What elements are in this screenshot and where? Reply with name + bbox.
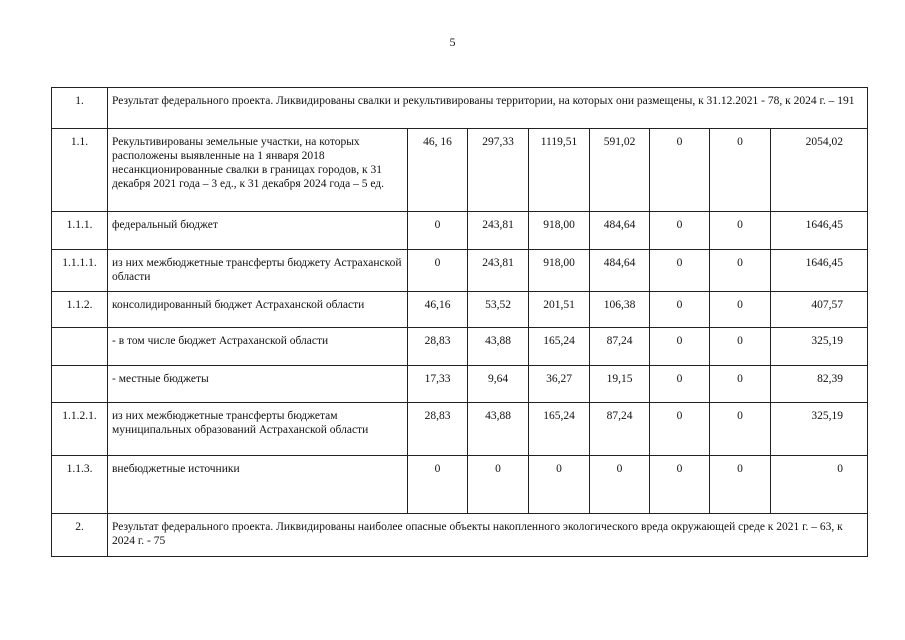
row-code: 1.1.2.1. [52, 403, 108, 456]
row-description: федеральный бюджет [108, 212, 408, 250]
row-description: консолидированный бюджет Астраханской области [108, 292, 408, 328]
section-title: Результат федерального проекта. Ликвидированы свалки и рекультивированы территории, на которых они размещены, к 31.12.2021 - 78, к 2024 г. – 191 [108, 88, 868, 129]
table-row [52, 250, 868, 292]
value-cell: 591,02 [590, 129, 650, 212]
row-code [52, 366, 108, 403]
value-cell: 106,38 [590, 292, 650, 328]
total-cell: 82,39 [771, 366, 868, 403]
value-cell: 87,24 [590, 328, 650, 366]
value-cell: 201,51 [529, 292, 590, 328]
value-cell: 0 [590, 456, 650, 514]
value-cell: 46, 16 [408, 129, 468, 212]
value-cell: 484,64 [590, 212, 650, 250]
total-cell: 0 [771, 456, 868, 514]
table-row [52, 366, 868, 403]
row-description: из них межбюджетные трансферты бюджету Астраханской области [108, 250, 408, 292]
value-cell: 918,00 [529, 212, 590, 250]
value-cell: 0 [529, 456, 590, 514]
value-cell: 0 [650, 250, 710, 292]
value-cell: 43,88 [468, 403, 529, 456]
row-code [52, 328, 108, 366]
total-cell: 325,19 [771, 328, 868, 366]
value-cell: 0 [650, 403, 710, 456]
value-cell: 0 [710, 456, 771, 514]
value-cell: 87,24 [590, 403, 650, 456]
value-cell: 0 [650, 212, 710, 250]
value-cell: 297,33 [468, 129, 529, 212]
row-description: из них межбюджетные трансферты бюджетам муниципальных образований Астраханской области [108, 403, 408, 456]
row-code: 1.1.1. [52, 212, 108, 250]
table-row [52, 212, 868, 250]
row-code: 1. [52, 88, 108, 129]
total-cell: 1646,45 [771, 250, 868, 292]
value-cell: 243,81 [468, 250, 529, 292]
value-cell: 0 [408, 250, 468, 292]
value-cell: 0 [710, 328, 771, 366]
value-cell: 53,52 [468, 292, 529, 328]
value-cell: 0 [408, 456, 468, 514]
value-cell: 28,83 [408, 328, 468, 366]
total-cell: 407,57 [771, 292, 868, 328]
value-cell: 36,27 [529, 366, 590, 403]
value-cell: 165,24 [529, 403, 590, 456]
value-cell: 0 [650, 366, 710, 403]
section-row [52, 88, 868, 129]
value-cell: 9,64 [468, 366, 529, 403]
row-code: 1.1.1.1. [52, 250, 108, 292]
value-cell: 0 [650, 328, 710, 366]
table-row [52, 456, 868, 514]
total-cell: 2054,02 [771, 129, 868, 212]
value-cell: 0 [710, 250, 771, 292]
budget-table [51, 87, 868, 557]
value-cell: 0 [650, 456, 710, 514]
value-cell: 17,33 [408, 366, 468, 403]
table-row [52, 129, 868, 212]
value-cell: 1119,51 [529, 129, 590, 212]
row-code: 2. [52, 514, 108, 557]
value-cell: 918,00 [529, 250, 590, 292]
table-row [52, 328, 868, 366]
row-description: внебюджетные источники [108, 456, 408, 514]
row-description: Рекультивированы земельные участки, на которых расположены выявленные на 1 января 2018 несанкционированные свалки в границах городов, к 31 декабря 2021 года – 3 ед., к 31 декабря 2024 года – 5 ед. [108, 129, 408, 212]
value-cell: 0 [710, 212, 771, 250]
table-row [52, 292, 868, 328]
row-code: 1.1. [52, 129, 108, 212]
value-cell: 19,15 [590, 366, 650, 403]
value-cell: 28,83 [408, 403, 468, 456]
value-cell: 0 [468, 456, 529, 514]
page-number: 5 [449, 35, 456, 49]
value-cell: 0 [650, 129, 710, 212]
value-cell: 46,16 [408, 292, 468, 328]
row-code: 1.1.2. [52, 292, 108, 328]
value-cell: 0 [408, 212, 468, 250]
value-cell: 243,81 [468, 212, 529, 250]
value-cell: 0 [710, 366, 771, 403]
table-row [52, 403, 868, 456]
section-row [52, 514, 868, 557]
value-cell: 0 [650, 292, 710, 328]
value-cell: 43,88 [468, 328, 529, 366]
row-description: - местные бюджеты [108, 366, 408, 403]
value-cell: 484,64 [590, 250, 650, 292]
total-cell: 1646,45 [771, 212, 868, 250]
row-description: - в том числе бюджет Астраханской области [108, 328, 408, 366]
row-code: 1.1.3. [52, 456, 108, 514]
value-cell: 0 [710, 129, 771, 212]
value-cell: 0 [710, 292, 771, 328]
value-cell: 0 [710, 403, 771, 456]
total-cell: 325,19 [771, 403, 868, 456]
value-cell: 165,24 [529, 328, 590, 366]
section-title: Результат федерального проекта. Ликвидированы наиболее опасные объекты накопленного экологического вреда окружающей среде к 2021 г. – 63, к 2024 г. - 75 [108, 514, 868, 557]
